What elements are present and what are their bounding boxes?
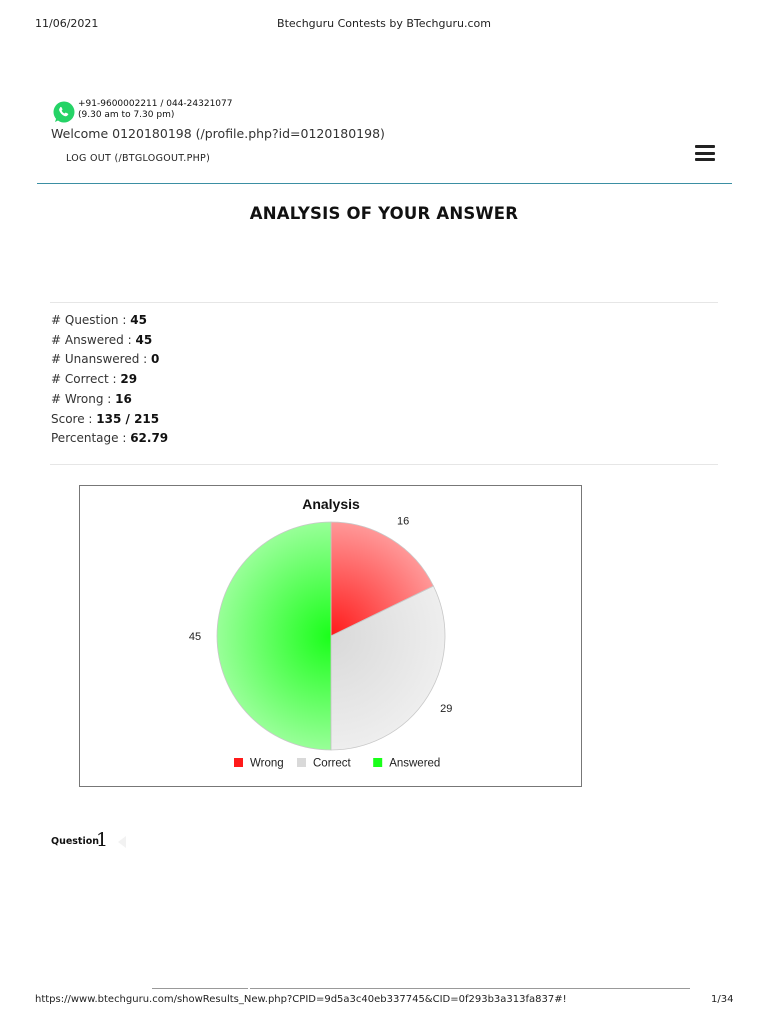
stats-top-divider bbox=[50, 302, 718, 303]
pie-chart bbox=[80, 486, 581, 786]
pie-slice-answered bbox=[217, 522, 331, 750]
stat-wrong: # Wrong : 16 bbox=[51, 391, 132, 406]
legend-label-wrong: Wrong bbox=[250, 757, 284, 770]
chart-title: Analysis bbox=[302, 496, 360, 512]
contact-hours: (9.30 am to 7.30 pm) bbox=[78, 110, 175, 120]
legend-label-correct: Correct bbox=[313, 757, 351, 770]
legend-swatch-correct bbox=[297, 758, 306, 767]
prev-arrow-icon[interactable] bbox=[118, 836, 126, 848]
print-date: 11/06/2021 bbox=[35, 17, 99, 30]
contact-phone: +91-9600002211 / 044-24321077 bbox=[78, 99, 233, 109]
slice-label-answered: 45 bbox=[188, 631, 202, 643]
whatsapp-icon[interactable] bbox=[52, 100, 76, 124]
stat-percentage: Percentage : 62.79 bbox=[51, 431, 169, 446]
footer-divider-long bbox=[250, 988, 690, 989]
question-number: 1 bbox=[96, 829, 109, 851]
legend-swatch-answered bbox=[373, 758, 382, 767]
print-page-title: Btechguru Contests by BTechguru.com bbox=[277, 17, 491, 30]
slice-label-wrong: 16 bbox=[396, 515, 410, 528]
slice-label-correct: 29 bbox=[440, 703, 453, 716]
page-heading: ANALYSIS OF YOUR ANSWER bbox=[249, 204, 519, 223]
header-divider bbox=[37, 183, 732, 184]
question-label: Question bbox=[51, 836, 100, 847]
stat-questions: # Question : 45 bbox=[51, 313, 147, 327]
contact-info bbox=[78, 99, 233, 121]
stats-list bbox=[51, 311, 168, 449]
footer-page-number: 1/34 bbox=[711, 994, 734, 1005]
legend-swatch-wrong bbox=[234, 758, 243, 767]
stat-answered: # Answered : 45 bbox=[51, 332, 153, 347]
stats-bottom-divider bbox=[50, 464, 718, 465]
analysis-chart bbox=[79, 485, 582, 787]
legend-label-answered: Answered bbox=[389, 757, 441, 770]
stat-score: Score : 135 / 215 bbox=[51, 411, 160, 426]
footer-url: https://www.btechguru.com/showResults_New.php?CPID=9d5a3c40eb337745&CID=0f293b3a313fa837#! bbox=[35, 994, 567, 1005]
stat-correct: # Correct : 29 bbox=[51, 372, 138, 387]
footer-divider-short bbox=[152, 988, 248, 989]
stat-unanswered: # Unanswered : 0 bbox=[51, 352, 160, 367]
logout-link[interactable]: LOG OUT (/BTGLOGOUT.PHP) bbox=[66, 153, 211, 164]
welcome-link[interactable]: Welcome 0120180198 (/profile.php?id=0120180198) bbox=[51, 126, 385, 141]
hamburger-menu-icon[interactable] bbox=[695, 145, 715, 161]
